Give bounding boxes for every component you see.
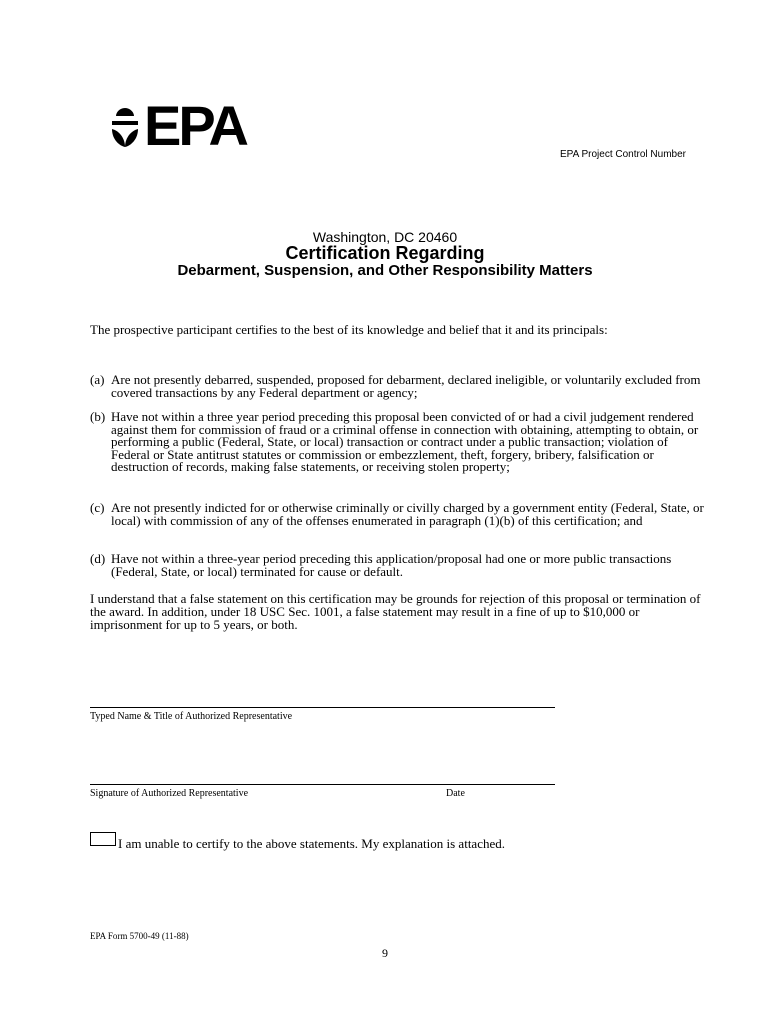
false-statement-notice: I understand that a false statement on this certification may be grounds for rejection of this proposal or termination of the award. In addition, under 18 USC Sec. 1001, a false statement may result in a fine of up to $10,000 or imprisonment for up to 5 years, or both. bbox=[90, 591, 701, 632]
item-label: (c) bbox=[90, 500, 105, 515]
unable-to-certify-checkbox[interactable] bbox=[90, 832, 116, 846]
list-item bbox=[90, 553, 705, 578]
unable-to-certify-label: I am unable to certify to the above statements. My explanation is attached. bbox=[118, 836, 505, 851]
form-number: EPA Form 5700-49 (11-88) bbox=[90, 931, 189, 941]
page-title: Certification Regarding bbox=[285, 243, 485, 263]
list-item bbox=[90, 411, 705, 474]
item-text: Have not within a three-year period preceding this application/proposal had one or more public transactions (Federal, State, or local) terminated for cause or default. bbox=[111, 551, 672, 579]
item-label: (a) bbox=[90, 372, 105, 387]
page-subtitle: Debarment, Suspension, and Other Responsibility Matters bbox=[177, 262, 593, 279]
name-title-label: Typed Name & Title of Authorized Representative bbox=[90, 711, 293, 722]
logo-text: EPA bbox=[144, 94, 246, 157]
epa-flower-icon bbox=[108, 104, 142, 150]
page-number: 9 bbox=[382, 946, 388, 960]
item-text: Are not presently debarred, suspended, proposed for debarment, declared ineligible, or voluntarily excluded from covered transactions by any Federal department or agency; bbox=[111, 372, 701, 400]
name-title-input-line[interactable] bbox=[90, 707, 555, 708]
item-label: (d) bbox=[90, 551, 106, 566]
epa-logo bbox=[108, 94, 246, 157]
list-item bbox=[90, 374, 705, 399]
project-control-number-label: EPA Project Control Number bbox=[560, 149, 686, 160]
list-item bbox=[90, 502, 705, 527]
header-city: Washington, DC 20460 bbox=[312, 229, 458, 245]
intro-text: The prospective participant certifies to the best of its knowledge and belief that it and its principals: bbox=[90, 322, 608, 337]
item-text: Have not within a three year period preceding this proposal been convicted of or had a civil judgement rendered against them for commission of fraud or a criminal offense in connection with obtaining, attempting to obtain, or performing a public (Federal, State, or local) transaction or contract under a public transaction; violation of Federal or State antitrust statutes or commission or embezzlement, theft, forgery, bribery, falsification or destruction of records, making false statements, or receiving stolen property; bbox=[111, 409, 699, 475]
item-text: Are not presently indicted for or otherwise criminally or civilly charged by a government entity (Federal, State, or local) with commission of any of the offenses enumerated in paragraph (1)(b) of this certification; and bbox=[111, 500, 704, 528]
item-label: (b) bbox=[90, 409, 106, 424]
signature-label: Signature of Authorized Representative bbox=[90, 788, 249, 799]
signature-input-line[interactable] bbox=[90, 784, 555, 785]
date-label: Date bbox=[446, 788, 465, 799]
